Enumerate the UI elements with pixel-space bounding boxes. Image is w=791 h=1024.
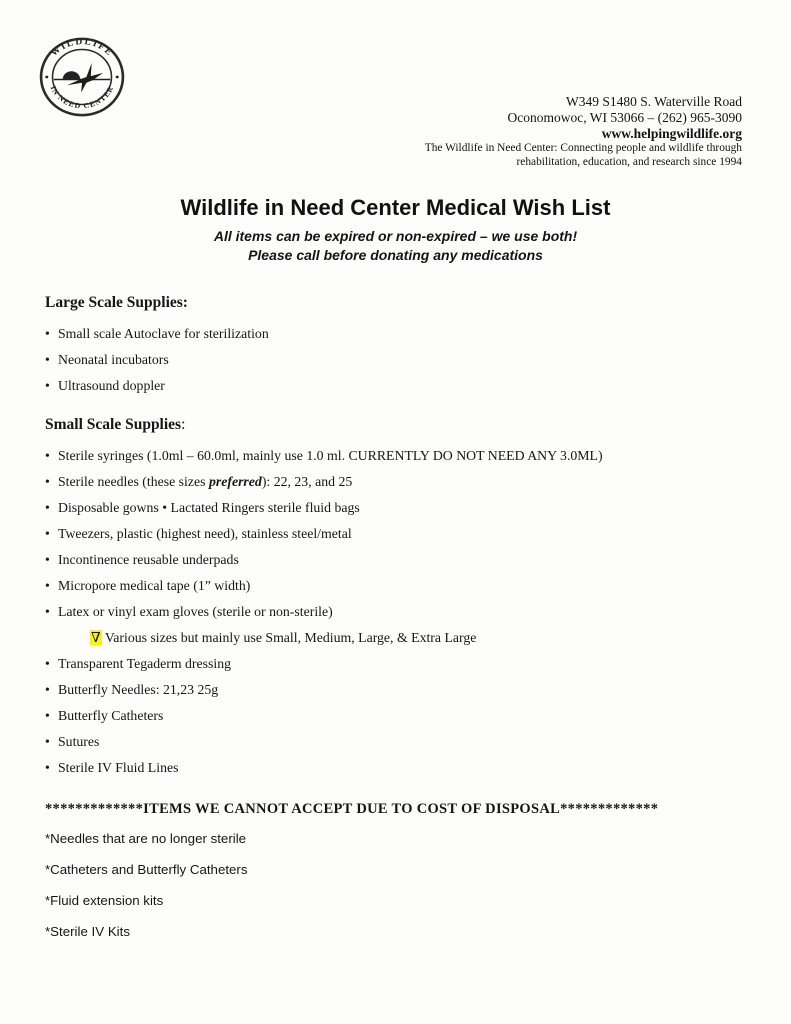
subtitle-line1: All items can be expired or non-expired – we use both!	[213, 228, 578, 244]
bullet-icon: •	[45, 474, 50, 489]
section-heading-small-scale-text: Small Scale Supplies	[45, 416, 182, 433]
document-body	[45, 294, 746, 955]
list-item	[45, 862, 746, 878]
list-item	[45, 656, 746, 672]
large-scale-list	[45, 326, 746, 394]
bullet-icon: •	[45, 760, 50, 775]
address-line2: Oconomowoc, WI 53066 – (262) 965-3090	[507, 110, 742, 125]
bullet-icon: •	[45, 326, 50, 341]
list-item-text: Sterile syringes (1.0ml – 60.0ml, mainly use 1.0 ml. CURRENTLY DO NOT NEED ANY 3.0ML)	[58, 448, 603, 463]
list-item-text: Disposable gowns • Lactated Ringers sterile fluid bags	[58, 500, 360, 515]
list-item	[45, 578, 746, 594]
section-heading-small-scale	[45, 416, 746, 434]
bullet-icon: •	[45, 604, 50, 619]
list-item-text: Latex or vinyl exam gloves (sterile or non-sterile)	[58, 604, 333, 619]
bullet-icon: •	[45, 734, 50, 749]
list-item-text: Tweezers, plastic (highest need), stainless steel/metal	[58, 526, 352, 541]
section-cannot-accept	[45, 800, 746, 940]
list-item	[45, 734, 746, 750]
list-item	[45, 352, 746, 368]
list-item-text: Ultrasound doppler	[58, 378, 165, 393]
list-item	[45, 708, 746, 724]
list-item	[45, 326, 746, 342]
bullet-icon: •	[45, 500, 50, 515]
list-item-text: Transparent Tegaderm dressing	[58, 656, 231, 671]
title-block	[0, 195, 791, 265]
highlighted-check-symbol: ∇	[91, 630, 101, 645]
list-item-text: Butterfly Needles: 21,23 25g	[58, 682, 219, 697]
bullet-icon: •	[45, 448, 50, 463]
list-item-text: Neonatal incubators	[58, 352, 169, 367]
bullet-icon: •	[45, 578, 50, 593]
website-url: www.helpingwildlife.org	[601, 126, 742, 141]
list-item	[45, 552, 746, 568]
bullet-icon: •	[45, 682, 50, 697]
list-item	[45, 378, 746, 394]
section-large-scale	[45, 294, 746, 394]
address-line1: W349 S1480 S. Waterville Road	[565, 94, 742, 109]
list-item-text: *Catheters and Butterfly Catheters	[45, 862, 248, 877]
logo-top-arc-text: WILDLIFE	[49, 37, 115, 59]
tagline-line2: rehabilitation, education, and research since 1994	[516, 155, 742, 168]
bullet-icon: •	[45, 552, 50, 567]
logo-bottom-arc-text: IN NEED CENTER	[48, 84, 116, 111]
list-item	[45, 474, 746, 490]
list-item-text: Small scale Autoclave for sterilization	[58, 326, 269, 341]
list-item	[45, 500, 746, 516]
section-heading-small-scale-colon: :	[181, 416, 186, 433]
bullet-icon: •	[45, 378, 50, 393]
list-item-text: Sterile needles (these sizes preferred): 22, 23, and 25	[58, 474, 353, 489]
list-item-text: Micropore medical tape (1” width)	[58, 578, 251, 593]
logo-sun-icon	[63, 71, 81, 79]
section-small-scale	[45, 416, 746, 776]
list-item-text: *Sterile IV Kits	[45, 924, 130, 939]
list-item	[45, 682, 746, 698]
bullet-icon: •	[45, 708, 50, 723]
list-item	[45, 893, 746, 909]
list-item-text: Sterile IV Fluid Lines	[58, 760, 179, 775]
list-item-text: Sutures	[58, 734, 100, 749]
list-item-text: *Fluid extension kits	[45, 893, 164, 908]
small-scale-list	[45, 448, 746, 776]
logo-left-dot	[45, 76, 48, 79]
section-heading-cannot-accept: *************ITEMS WE CANNOT ACCEPT DUE TO COST OF DISPOSAL*************	[45, 801, 659, 817]
list-item	[45, 630, 746, 646]
list-item-text: *Needles that are no longer sterile	[45, 831, 247, 846]
bullet-icon: •	[45, 656, 50, 671]
list-item-text: Butterfly Catheters	[58, 708, 164, 723]
list-item	[45, 526, 746, 542]
wildlife-center-logo-svg	[38, 36, 126, 118]
list-item	[45, 760, 746, 776]
tagline-line1: The Wildlife in Need Center: Connecting people and wildlife through	[424, 142, 742, 154]
cannot-accept-list	[45, 831, 746, 940]
list-item-text: Incontinence reusable underpads	[58, 552, 239, 567]
wildlife-center-logo	[38, 36, 126, 118]
section-heading-large-scale: Large Scale Supplies:	[45, 294, 188, 311]
logo-right-dot	[116, 76, 119, 79]
list-item	[45, 448, 746, 464]
subtitle-line2: Please call before donating any medications	[248, 247, 543, 263]
bullet-icon: •	[45, 352, 50, 367]
letterhead-address-block	[425, 94, 742, 170]
page-title: Wildlife in Need Center Medical Wish List	[180, 195, 611, 220]
list-item-text: ∇ Various sizes but mainly use Small, Medium, Large, & Extra Large	[91, 630, 477, 645]
list-item	[45, 831, 746, 847]
bullet-icon: •	[45, 526, 50, 541]
list-item	[45, 924, 746, 940]
list-item	[45, 604, 746, 620]
